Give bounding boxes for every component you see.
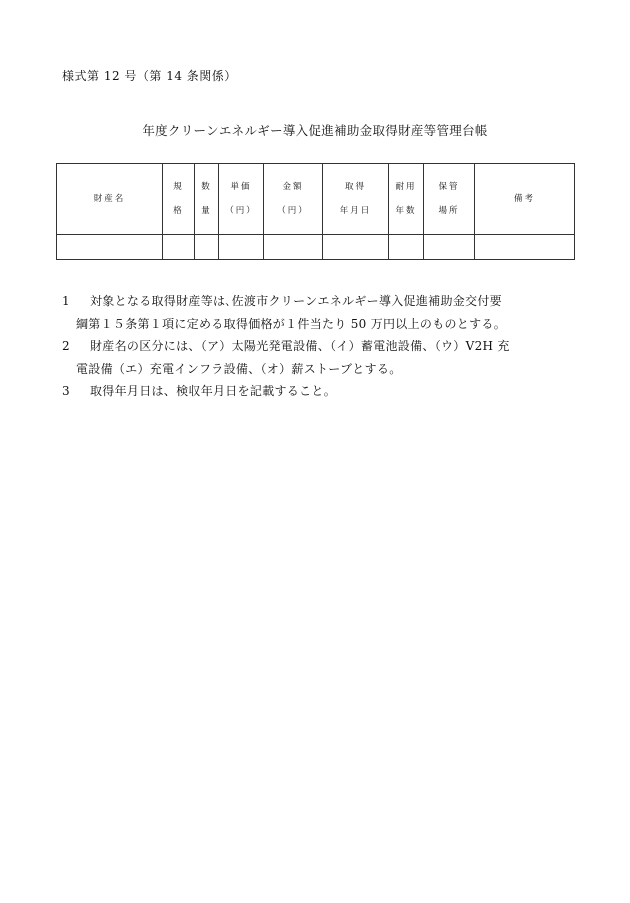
asset-ledger-table	[56, 163, 575, 260]
note-number: 3	[62, 384, 70, 398]
header-amount	[264, 164, 323, 235]
header-location-line-2: 場所	[438, 206, 460, 216]
header-unit-price-line-2: （円）	[225, 206, 257, 216]
header-spec	[163, 164, 195, 235]
note-item-3	[62, 380, 582, 403]
header-acquisition-date	[323, 164, 389, 235]
cell-quantity	[195, 235, 219, 260]
header-unit-price-line-1: 単価	[230, 182, 252, 192]
header-useful-life	[389, 164, 424, 235]
note-text	[90, 380, 582, 403]
header-acquisition-date-line-1: 取得	[344, 182, 366, 192]
note-number: 1	[62, 294, 70, 308]
table-row	[57, 235, 575, 260]
document-title: 年度クリーンエネルギー導入促進補助金取得財産等管理台帳	[142, 123, 488, 138]
notes-list	[62, 290, 582, 403]
note-item-1	[62, 290, 582, 335]
header-useful-life-line-1: 耐用	[395, 182, 417, 192]
note-line: 取得年月日は、検収年月日を記載すること。	[90, 384, 337, 398]
form-number: 様式第 12 号（第 14 条関係）	[62, 69, 237, 83]
cell-acquisition-date	[323, 235, 389, 260]
cell-useful-life	[389, 235, 424, 260]
header-useful-life-line-2: 年数	[395, 206, 417, 216]
header-quantity	[195, 164, 219, 235]
header-amount-line-2: （円）	[277, 206, 309, 216]
header-remarks-line: 備考	[513, 194, 535, 204]
header-remarks	[475, 164, 575, 235]
header-location	[424, 164, 475, 235]
cell-amount	[264, 235, 323, 260]
table-header-row	[57, 164, 575, 235]
header-name	[57, 164, 163, 235]
header-quantity-line-1: 数	[201, 182, 212, 192]
note-item-2	[62, 335, 582, 380]
cell-unit-price	[219, 235, 264, 260]
note-text	[76, 335, 582, 380]
cell-spec	[163, 235, 195, 260]
note-number: 2	[62, 339, 70, 353]
header-location-line-1: 保管	[438, 182, 460, 192]
header-name-line: 財産名	[93, 194, 126, 204]
header-amount-line-1: 金額	[282, 182, 304, 192]
cell-remarks	[475, 235, 575, 260]
header-spec-line-1: 規	[173, 182, 184, 192]
cell-name	[57, 235, 163, 260]
header-spec-line-2: 格	[173, 206, 184, 216]
header-quantity-line-2: 量	[201, 206, 212, 216]
header-unit-price	[219, 164, 264, 235]
note-line: 電設備（エ）充電インフラ設備、（オ）薪ストーブとする。	[76, 361, 402, 376]
note-line: 綱第１５条第１項に定める取得価格が１件当たり 50 万円以上のものとする。	[76, 316, 507, 331]
note-line: 財産名の区分には、（ア）太陽光発電設備、（イ）蓄電池設備、（ウ）V2H 充	[90, 339, 510, 353]
note-text	[76, 290, 582, 335]
header-acquisition-date-line-2: 年月日	[339, 206, 372, 216]
note-line: 対象となる取得財産等は､佐渡市クリーンエネルギー導入促進補助金交付要	[90, 294, 502, 308]
cell-location	[424, 235, 475, 260]
